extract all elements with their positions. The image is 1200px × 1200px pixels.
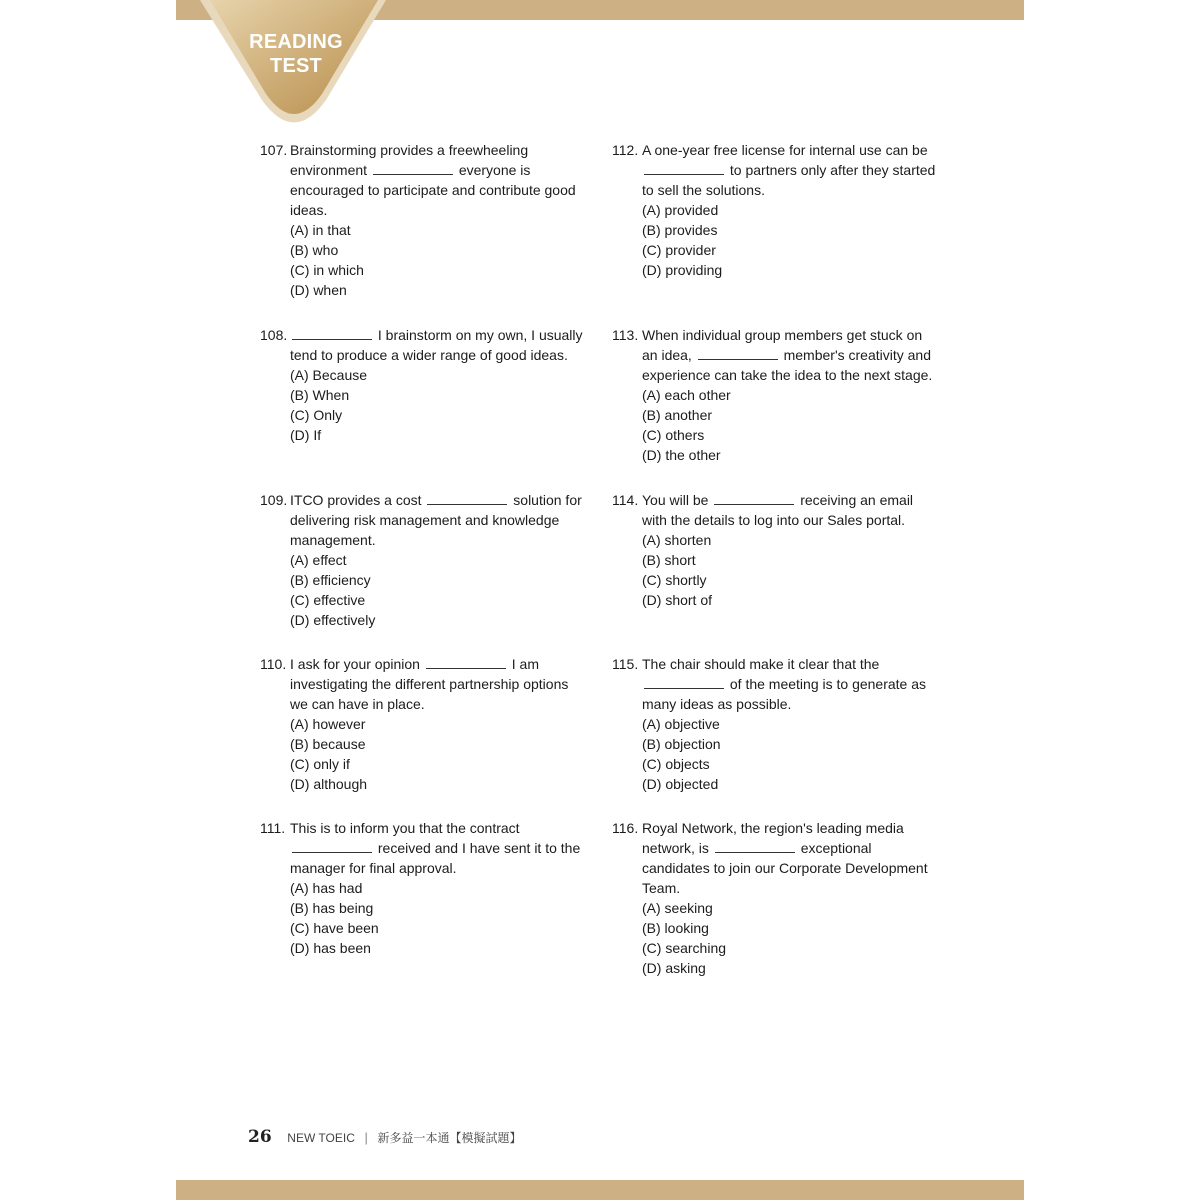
answer-choice: (A) provided — [642, 202, 719, 218]
question-stem-line: 109. ITCO provides a cost solution for — [260, 492, 582, 508]
answer-choice: (D) effectively — [290, 612, 376, 628]
question-number: 113. — [612, 327, 639, 343]
question-stem-line: environment everyone is — [290, 162, 531, 178]
answer-choice: (D) short of — [642, 592, 713, 608]
question-stem-line: to partners only after they started — [642, 160, 947, 180]
question-number: 114. — [612, 492, 639, 508]
question-stem-line: delivering risk management and knowledge — [290, 512, 560, 528]
badge-line-1: READING — [249, 31, 343, 53]
answer-choice: (C) provider — [642, 242, 716, 258]
page-number: 26 — [248, 1127, 272, 1147]
question-113 — [612, 325, 947, 465]
answer-choice: (B) has being — [290, 900, 374, 916]
answer-choice: (D) although — [290, 776, 368, 792]
answer-choice: (B) objection — [642, 736, 721, 752]
answer-choice: (C) shortly — [642, 572, 707, 588]
answer-choice: (B) because — [290, 736, 366, 752]
question-stem-line: an idea, member's creativity and — [642, 347, 931, 363]
answer-choice: (A) shorten — [642, 532, 712, 548]
question-stem-line: 112. A one-year free license for internal use can be — [612, 142, 928, 158]
question-number: 108. — [260, 327, 288, 343]
answer-choice: (D) the other — [642, 447, 721, 463]
page-footer — [248, 1127, 522, 1151]
answer-choice: (C) searching — [642, 940, 727, 956]
answer-choice: (B) another — [642, 407, 713, 423]
answer-blank — [644, 675, 724, 689]
answer-choice: (B) looking — [642, 920, 709, 936]
answer-choice: (C) in which — [290, 262, 364, 278]
answer-choice: (B) When — [290, 387, 350, 403]
question-stem-line: management. — [290, 532, 376, 548]
question-stem-line: experience can take the idea to the next stage. — [642, 367, 933, 383]
question-number: 109. — [260, 492, 288, 508]
answer-choice: (D) objected — [642, 776, 719, 792]
question-stem-line: 114. You will be receiving an email — [612, 492, 914, 508]
footer-separator: | — [364, 1130, 368, 1145]
question-109 — [260, 490, 595, 630]
question-number: 115. — [612, 656, 639, 672]
question-number: 107. — [260, 142, 288, 158]
question-116 — [612, 818, 947, 978]
question-stem-line: 113. When individual group members get stuck on — [612, 327, 923, 343]
answer-choice: (D) providing — [642, 262, 723, 278]
question-stem-line: many ideas as possible. — [642, 696, 792, 712]
answer-blank — [426, 655, 506, 669]
answer-choice: (A) Because — [290, 367, 368, 383]
book-page — [176, 0, 1024, 1200]
question-number: 111. — [260, 820, 286, 836]
question-stem-line: to sell the solutions. — [642, 182, 765, 198]
answer-choice: (A) objective — [642, 716, 720, 732]
answer-choice: (C) others — [642, 427, 705, 443]
question-number: 110. — [260, 656, 287, 672]
question-stem-line: tend to produce a wider range of good ideas. — [290, 347, 568, 363]
answer-choice: (B) provides — [642, 222, 718, 238]
answer-blank — [373, 161, 453, 175]
question-stem-line: investigating the different partnership options — [290, 676, 569, 692]
question-112 — [612, 140, 947, 280]
badge-line-2: TEST — [270, 55, 322, 77]
answer-choice: (C) Only — [290, 407, 343, 423]
question-111 — [260, 818, 595, 958]
answer-choice: (A) seeking — [642, 900, 713, 916]
question-number: 116. — [612, 820, 639, 836]
answer-choice: (A) effect — [290, 552, 347, 568]
book-title: NEW TOEIC — [287, 1131, 355, 1145]
answer-choice: (B) short — [642, 552, 696, 568]
question-stem-line: Team. — [642, 880, 681, 896]
book-subtitle: 新多益一本通【模擬試題】 — [377, 1131, 522, 1145]
question-stem-line: we can have in place. — [290, 696, 425, 712]
question-stem-line: manager for final approval. — [290, 860, 457, 876]
bottom-accent-bar — [176, 1180, 1024, 1200]
answer-choice: (A) in that — [290, 222, 351, 238]
question-stem-line: 115. The chair should make it clear that the — [612, 656, 880, 672]
answer-choice: (A) each other — [642, 387, 731, 403]
question-stem-line: ideas. — [290, 202, 328, 218]
answer-choice: (C) have been — [290, 920, 379, 936]
reading-test-badge — [236, 30, 356, 78]
answer-choice: (C) objects — [642, 756, 710, 772]
question-stem-line: of the meeting is to generate as — [642, 674, 947, 694]
question-stem-line: 116. Royal Network, the region's leading media — [612, 820, 904, 836]
answer-choice: (A) however — [290, 716, 366, 732]
answer-choice: (C) effective — [290, 592, 366, 608]
question-stem-line: encouraged to participate and contribute good — [290, 182, 576, 198]
answer-blank — [644, 161, 724, 175]
answer-choice: (D) If — [290, 427, 322, 443]
answer-blank — [292, 839, 372, 853]
answer-blank — [292, 326, 372, 340]
answer-choice: (A) has had — [290, 880, 363, 896]
question-stem-line: 110. I ask for your opinion I am — [260, 656, 539, 672]
question-number: 112. — [612, 142, 639, 158]
question-stem-line: 107. Brainstorming provides a freewheeling — [260, 142, 529, 158]
answer-blank — [698, 346, 778, 360]
question-108 — [260, 325, 595, 445]
answer-blank — [714, 491, 794, 505]
question-stem-line: network, is exceptional — [642, 840, 872, 856]
question-stem-line: 108. I brainstorm on my own, I usually — [260, 327, 583, 343]
question-stem-line: 111. This is to inform you that the contract — [260, 820, 520, 836]
question-115 — [612, 654, 947, 794]
question-114 — [612, 490, 947, 610]
question-stem-line: with the details to log into our Sales portal. — [642, 512, 906, 528]
question-stem-line: received and I have sent it to the — [290, 838, 595, 858]
answer-choice: (B) who — [290, 242, 339, 258]
answer-blank — [427, 491, 507, 505]
question-107 — [260, 140, 595, 300]
answer-choice: (D) when — [290, 282, 347, 298]
answer-choice: (C) only if — [290, 756, 350, 772]
question-110 — [260, 654, 595, 794]
answer-blank — [715, 839, 795, 853]
answer-choice: (D) has been — [290, 940, 371, 956]
answer-choice: (D) asking — [642, 960, 706, 976]
answer-choice: (B) efficiency — [290, 572, 371, 588]
question-stem-line: candidates to join our Corporate Development — [642, 860, 928, 876]
